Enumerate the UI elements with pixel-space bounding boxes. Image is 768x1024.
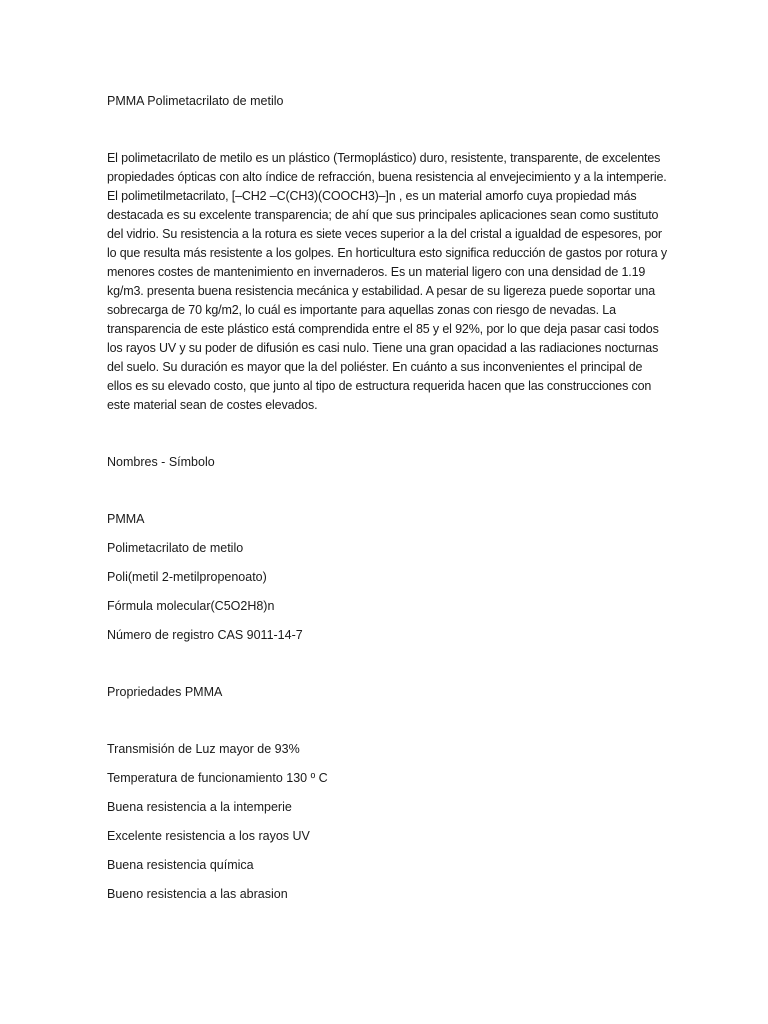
- list-item: Excelente resistencia a los rayos UV: [107, 829, 310, 843]
- list-item: Polimetacrilato de metilo: [107, 541, 244, 555]
- list-item: PMMA: [107, 512, 145, 526]
- list-item: Buena resistencia a la intemperie: [107, 800, 292, 814]
- properties-list: [107, 740, 667, 904]
- intro-paragraph: El polimetacrilato de metilo es un plástico (Termoplástico) duro, resistente, transparente, de excelentes propiedades ópticas con alto índice de refracción, buena resistencia al envejecimiento y a la intemperie. El polimetilmetacrilato, [–CH2 –C(CH3)(COOCH3)–]n , es un material amorfo cuya propiedad más destacada es su excelente transparencia; de ahí que sus principales aplicaciones sean como sustituto del vidrio. Su resistencia a la rotura es siete veces superior a la del cristal a igualdad de espesores, por lo que resulta más resistente a los golpes. En horticultura esto significa reducción de gastos por rotura y menores costes de mantenimiento en invernaderos. Es un material ligero con una densidad de 1.19 kg/m3. presenta buena resistencia mecánica y estabilidad. A pesar de su ligereza puede soportar una sobrecarga de 70 kg/m2, lo cuál es importante para aquellas zonas con riesgo de nevadas. La transparencia de este plástico está comprendida entre el 85 y el 92%, por lo que deja pasar casi todos los rayos UV y su poder de difusión es casi nulo. Tiene una gran opacidad a las radiaciones nocturnas del suelo. Su duración es mayor que la del poliéster. En cuánto a sus inconvenientes el principal de ellos es su elevado costo, que junto al tipo de estructura requerida hacen que las construcciones con este material sean de costes elevados.: [107, 151, 667, 412]
- list-item: Buena resistencia química: [107, 858, 254, 872]
- document-content: [107, 92, 667, 914]
- names-list: [107, 510, 667, 645]
- list-item: Temperatura de funcionamiento 130 º C: [107, 771, 328, 785]
- names-heading: Nombres - Símbolo: [107, 455, 215, 469]
- list-item: Número de registro CAS 9011-14-7: [107, 628, 303, 642]
- list-item: Bueno resistencia a las abrasion: [107, 887, 288, 901]
- list-item: Poli(metil 2-metilpropenoato): [107, 570, 267, 584]
- document-title: PMMA Polimetacrilato de metilo: [107, 94, 284, 108]
- properties-heading: Propriedades PMMA: [107, 685, 223, 699]
- list-item: Transmisión de Luz mayor de 93%: [107, 742, 300, 756]
- list-item: Fórmula molecular(C5O2H8)n: [107, 599, 275, 613]
